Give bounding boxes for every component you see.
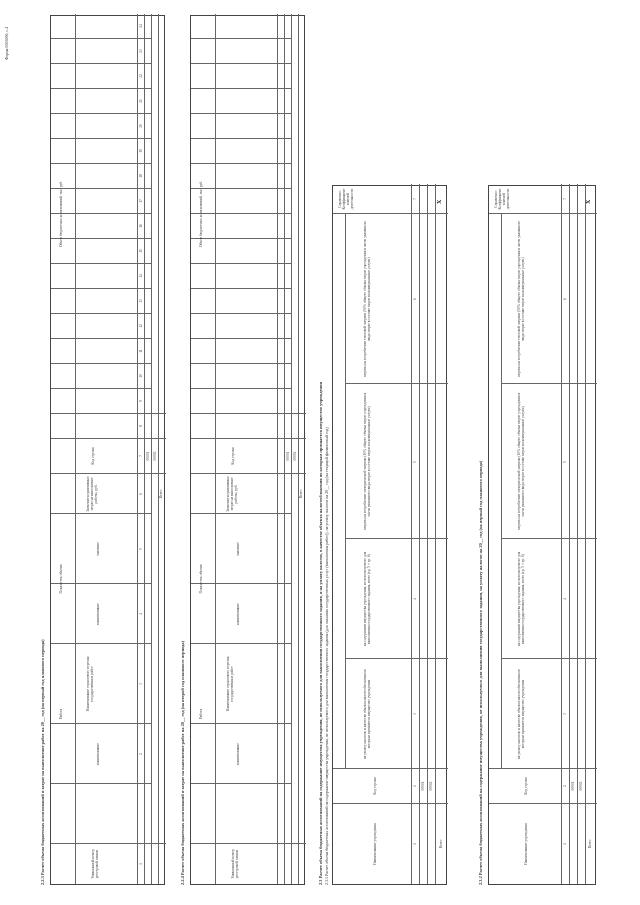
- s1-colnum: 18: [139, 174, 143, 178]
- s1-colnum: 8: [139, 425, 143, 427]
- s3-x-mark: X: [437, 199, 443, 204]
- s4-colnum: 4: [563, 598, 567, 600]
- s3-colnum: 2: [413, 785, 417, 787]
- s4-colnum: 6: [563, 298, 567, 300]
- s2-code-header: Уникальный номер реестровой записи: [231, 849, 239, 879]
- s1-total-header: Объем бюджетных ассигнований, тыс. руб.: [59, 180, 63, 248]
- s3-code-row1: 00001: [421, 781, 425, 791]
- s4-ref-header: Справочно: Коэффициент платной деятельности: [494, 188, 510, 210]
- s4-colnum: 2: [563, 785, 567, 787]
- s2-code-row2: 00002: [293, 451, 297, 461]
- s1-colnum: 11: [139, 349, 143, 353]
- s1-colnum: 9: [139, 400, 143, 402]
- section-1-title: 2.2.3 Расчет объема бюджетных ассигнований и затрат на выполнение работ на 20__ год (на первый год планового периода): [40, 639, 45, 885]
- s4-colnum: 3: [563, 713, 567, 715]
- section-3-title: 2.3 Расчет объема бюджетных ассигнований на содержание имущества учреждения, не используемого для выполнения государственного задания, и на уплату налогов, в качестве объекта налогообложения по которым признается имущество учреждения: [318, 382, 323, 885]
- s4-total-label: Всего: [588, 839, 592, 849]
- s1-colnum: 1: [139, 863, 143, 865]
- form-label: Форма 0505006, с.4: [4, 26, 9, 60]
- s1-colnum: 21: [139, 99, 143, 103]
- s4-colnum: 7: [563, 198, 567, 200]
- s3-heat-header: затраты на потребление тепловой энергии (50% общего объема затрат учреждения в части указанного вида затрат в составе затрат на коммунальные услуги): [363, 220, 371, 378]
- s4-name-header: Наименование учреждения: [524, 823, 528, 865]
- s4-electric-header: затраты на потребление электрической энергии (10% общего объема затрат учреждения в части указанного вида затрат в составе затрат на коммунальные услуги): [517, 392, 525, 531]
- s3-colnum: 3: [413, 713, 417, 715]
- s1-colnum: 4: [139, 613, 143, 615]
- s4-colnum: 5: [563, 461, 567, 463]
- s1-cost-header: Значение нормативных затрат на выполнение работы, руб.: [86, 476, 98, 512]
- s1-colnum: 16: [139, 224, 143, 228]
- s1-colnum: 24: [139, 24, 143, 28]
- s1-value-header: значение: [96, 542, 100, 556]
- s1-colnum: 5: [139, 548, 143, 550]
- s3-property-header: на содержание имущества учреждения, не используемого для выполнения государственного задания, всего (гр. 5 + гр. 6): [363, 551, 371, 647]
- s2-unit-header: наименование: [236, 603, 240, 625]
- s1-colnum: 13: [139, 299, 143, 303]
- s3-colnum: 5: [413, 461, 417, 463]
- s1-colnum: 17: [139, 199, 143, 203]
- s2-linecode-header: Код строки: [231, 447, 235, 465]
- s1-colnum: 6: [139, 493, 143, 495]
- section-4-title: 2.3.2 Расчет объема бюджетных ассигнований на содержание имущества учреждения, не используемого для выполнения государственного задания, на уплату налогов на 20__ год (на первый год планового периода): [478, 460, 483, 885]
- s1-total-label: Всего: [159, 489, 163, 499]
- s4-code-row2: 00002: [579, 781, 583, 791]
- s1-colnum: 10: [139, 374, 143, 378]
- s1-name-header: наименование: [96, 743, 100, 765]
- s1-colnum: 23: [139, 49, 143, 53]
- s3-colnum: 1: [413, 843, 417, 845]
- s2-cost-header: Значение нормативных затрат на выполнение работы, руб.: [226, 476, 238, 512]
- s1-colnum: 14: [139, 274, 143, 278]
- s2-value-header: значение: [236, 542, 240, 556]
- section-2-title: 2.2.4 Расчет объема бюджетных ассигнований и затрат на выполнение работ на 20__ год (на второй год планового периода): [180, 640, 185, 885]
- s3-colnum: 6: [413, 298, 417, 300]
- s1-colnum: 7: [139, 455, 143, 457]
- s2-code-row1: 00001: [286, 451, 290, 461]
- s3-colnum: 4: [413, 598, 417, 600]
- s1-linecode-header: Код строки: [91, 447, 95, 465]
- s3-tax-header: на уплату налогов, в качестве объекта налогообложения по которым признается имущество учреждения: [363, 668, 371, 760]
- section-4-table: [488, 185, 596, 885]
- section-3-table: [332, 185, 447, 885]
- s2-work-header: Работа: [199, 708, 203, 720]
- s3-ref-header: Справочно: Коэффициент платной деятельности: [338, 188, 354, 210]
- s1-work-header: Работа: [59, 708, 63, 720]
- s1-colnum: 22: [139, 74, 143, 78]
- s4-property-header: на содержание имущества учреждения, не используемого для выполнения государственного задания, всего (гр. 5 + гр. 6): [517, 551, 525, 647]
- s3-code-header: Код строки: [373, 777, 377, 795]
- s2-total-header: Объем бюджетных ассигнований, тыс. руб.: [199, 180, 203, 248]
- section-3-subtitle: 2.3.1 Расчет объема бюджетных ассигнований на содержание имущества учреждения, не используемого для выполнения государственного задания (для оказания государственных услуг (выполнения работ)), на уплату налогов на 20__ год (на текущий финансовый год): [324, 427, 329, 885]
- section-2-table: [190, 15, 305, 885]
- s2-indicator-header: Наименование отраслевого перечня государственных работ: [226, 656, 234, 712]
- s1-colnum: 19: [139, 149, 143, 153]
- s3-name-header: Наименование учреждения: [373, 823, 377, 865]
- s1-unit-header: наименование: [96, 603, 100, 625]
- s3-code-row2: 00002: [429, 781, 433, 791]
- s2-metric-header: Показатель объема: [199, 564, 203, 594]
- s1-code-row1: 00001: [146, 451, 150, 461]
- s1-colnum: 3: [139, 683, 143, 685]
- s3-electric-header: затраты на потребление электрической энергии (10% общего объема затрат учреждения в части указанного вида затрат в составе затрат на коммунальные услуги): [363, 392, 371, 531]
- s4-colnum: 1: [563, 843, 567, 845]
- s1-code-header: Уникальный номер реестровой записи: [91, 849, 99, 879]
- s1-colnum: 12: [139, 324, 143, 328]
- s4-code-row1: 00001: [571, 781, 575, 791]
- s3-colnum: 7: [413, 198, 417, 200]
- s1-colnum: 2: [139, 753, 143, 755]
- s1-colnum: 20: [139, 124, 143, 128]
- s4-x-mark: X: [586, 199, 592, 204]
- s3-total-label: Всего: [439, 839, 443, 849]
- s2-total-label: Всего: [299, 489, 303, 499]
- s1-metric-header: Показатель объема: [59, 564, 63, 594]
- s1-indicator-header: Наименование отраслевого перечня государственных работ: [86, 656, 94, 712]
- s4-code-header: Код строки: [524, 777, 528, 795]
- s1-colnum: 15: [139, 249, 143, 253]
- section-1-table: [50, 15, 165, 885]
- s2-name-header: наименование: [236, 743, 240, 765]
- s4-tax-header: на уплату налогов, в качестве объекта налогообложения по которым признается имущество учреждения: [517, 668, 525, 760]
- s4-heat-header: затраты на потребление тепловой энергии (50% общего объема затрат учреждения в части указанного вида затрат в составе затрат на коммунальные услуги): [517, 220, 525, 378]
- s1-code-row2: 00002: [153, 451, 157, 461]
